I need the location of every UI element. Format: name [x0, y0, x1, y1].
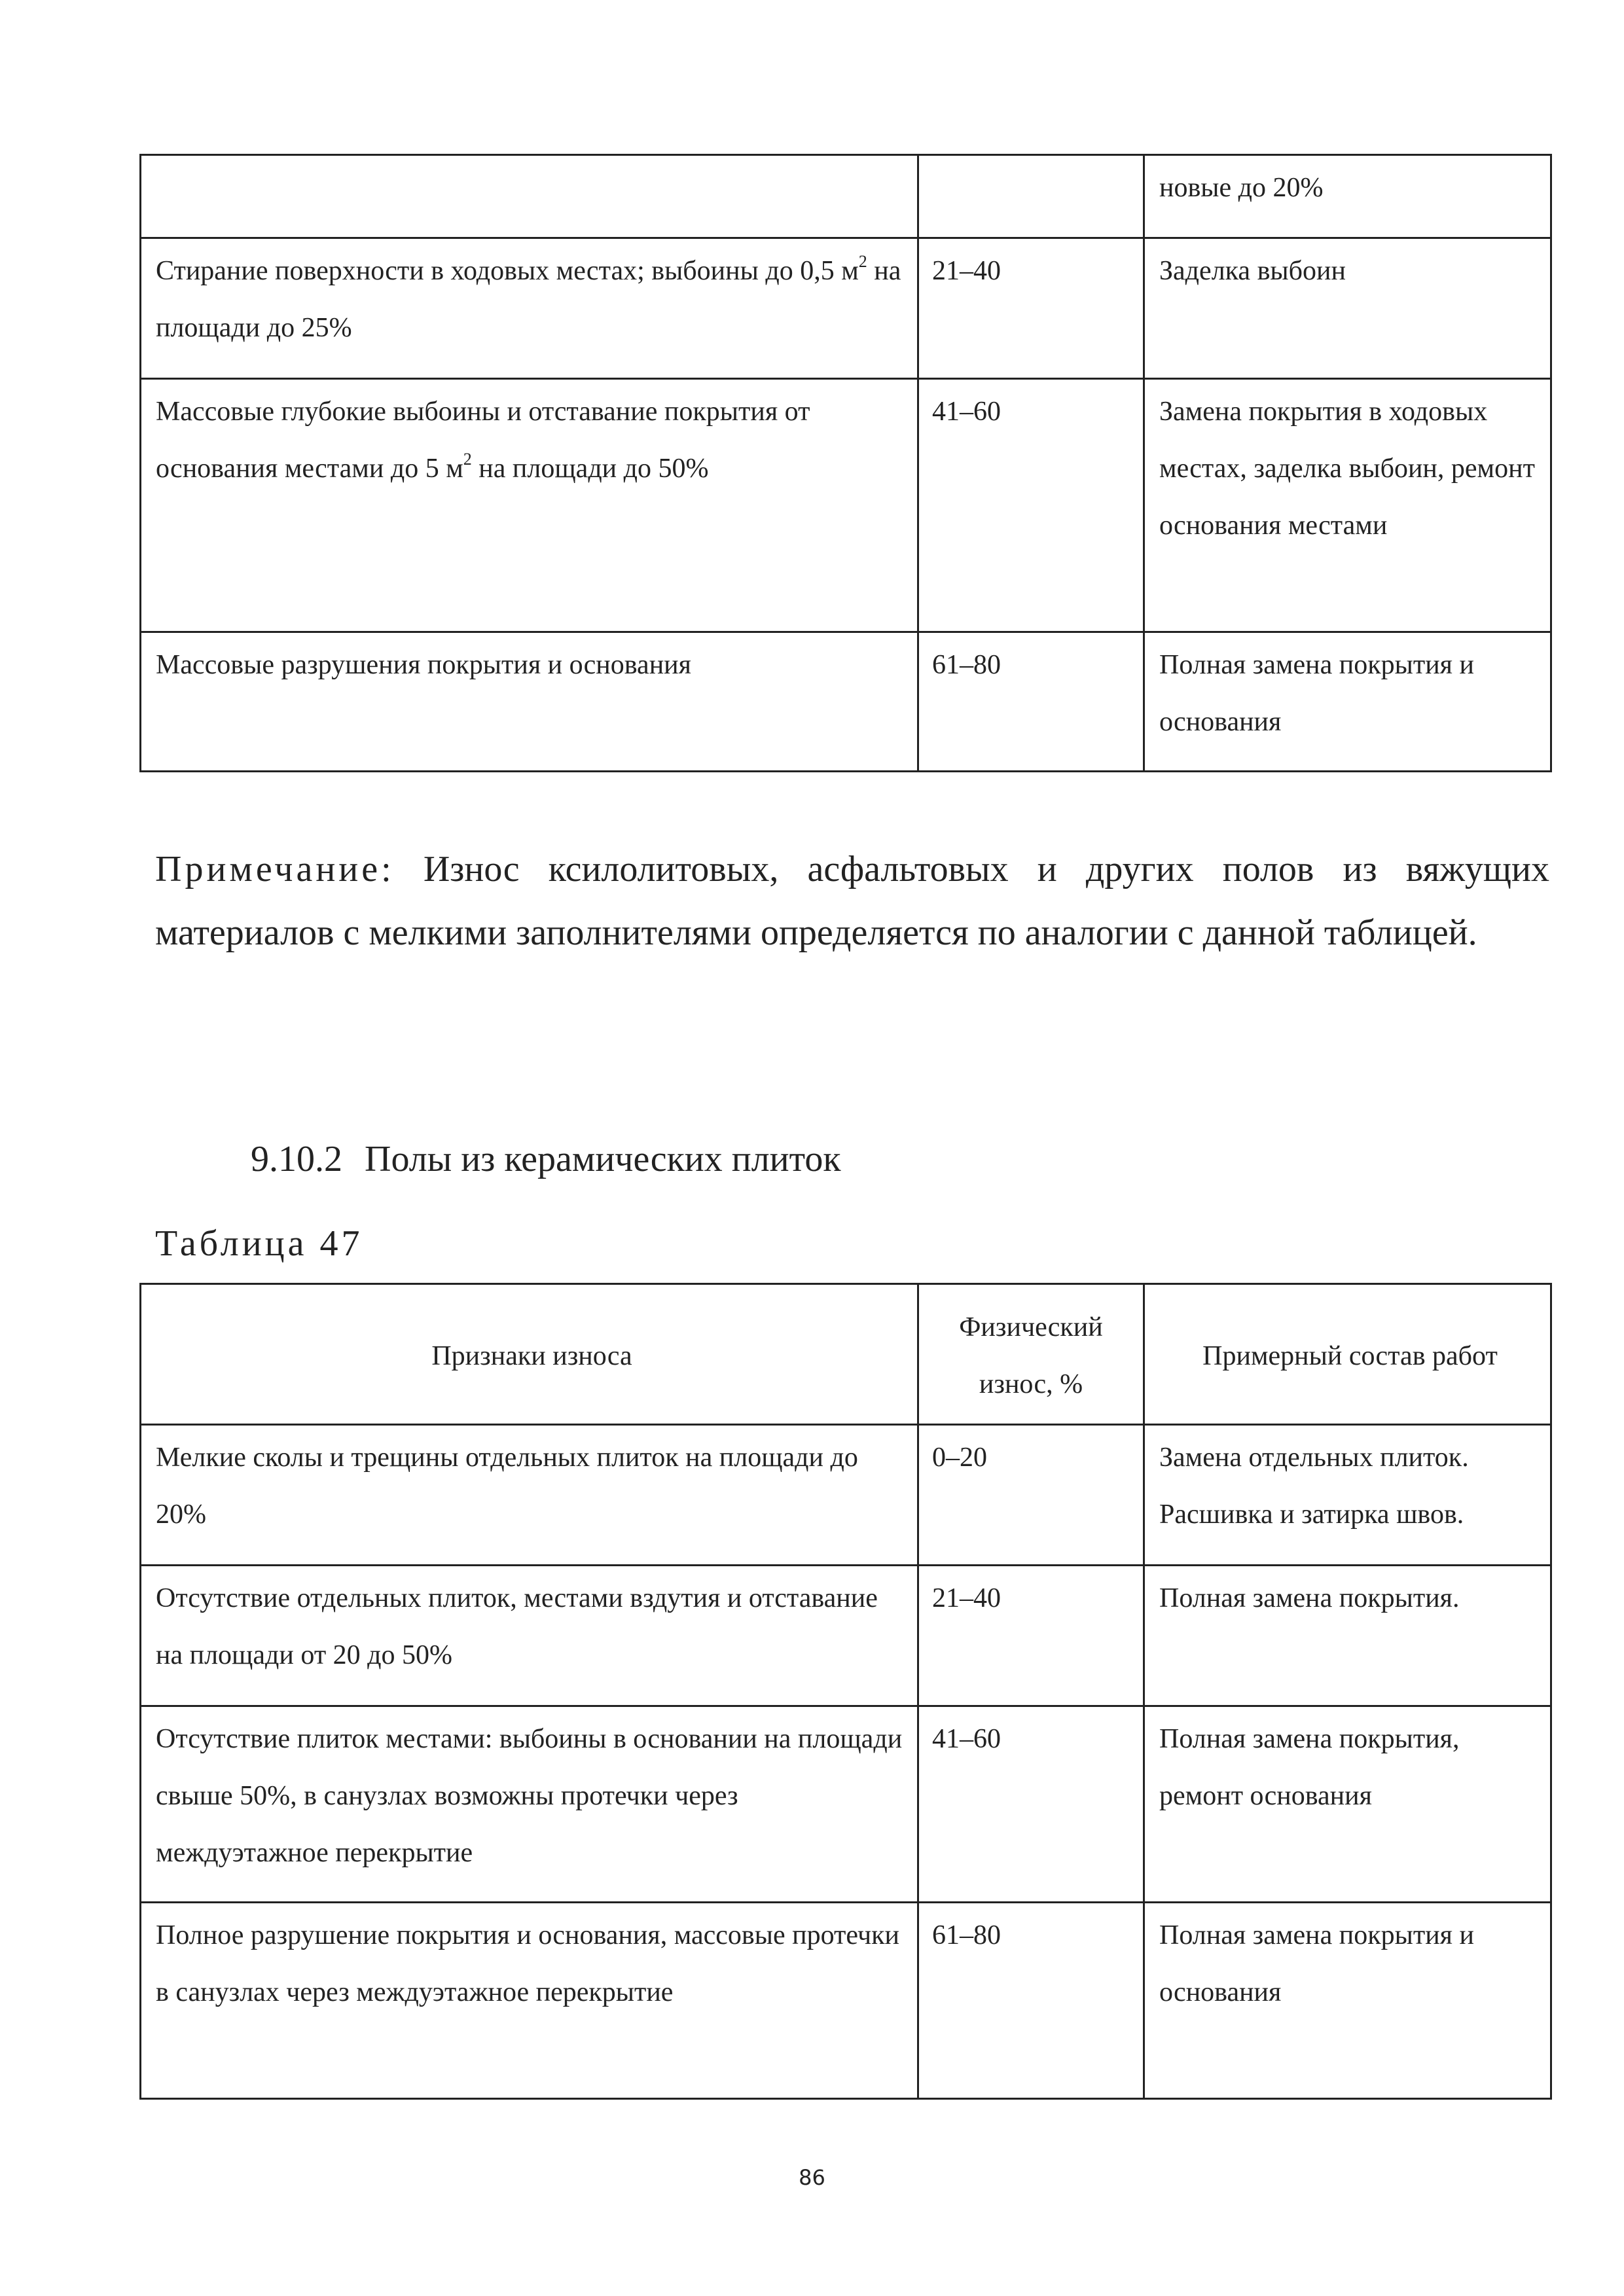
section-number: 9.10.2 — [251, 1139, 342, 1179]
section-heading — [251, 1130, 841, 1189]
note-text: Износ ксилолитовых, асфальтовых и других полов из вяжущих материалов с мелкими заполнителями определяется по аналогии с данной таблицей. — [155, 849, 1549, 953]
superscript: 2 — [463, 450, 472, 469]
works-cell: Полная замена покрытия. — [1144, 1566, 1551, 1706]
wear-cell: 41–60 — [918, 1706, 1144, 1903]
table-caption: Таблица 47 — [155, 1223, 363, 1264]
wear-cell: 21–40 — [918, 238, 1144, 379]
header-works: Примерный состав работ — [1144, 1284, 1551, 1425]
wear-cell: 41–60 — [918, 379, 1144, 632]
works-cell: Замена покрытия в ходовых местах, заделка выбоин, ремонт основания местами — [1144, 379, 1551, 632]
signs-cell: Массовые разрушения покрытия и основания — [141, 632, 918, 772]
table-row — [141, 379, 1551, 632]
table-row — [141, 632, 1551, 772]
superscript: 2 — [858, 252, 867, 271]
works-cell: Заделка выбоин — [1144, 238, 1551, 379]
works-cell: Полная замена покрытия, ремонт основания — [1144, 1706, 1551, 1903]
wear-cell: 61–80 — [918, 1903, 1144, 2099]
table-row — [141, 1566, 1551, 1706]
wear-cell — [918, 155, 1144, 238]
wear-table-continued — [139, 154, 1552, 772]
header-wear: Физический износ, % — [918, 1284, 1144, 1425]
note-label: Примечание: — [155, 849, 395, 889]
signs-cell: Стирание поверхности в ходовых местах; выбоины до 0,5 $м^2$ на площади до 25% — [141, 238, 918, 379]
works-cell: Полная замена покрытия и основания — [1144, 632, 1551, 772]
wear-cell: 61–80 — [918, 632, 1144, 772]
signs-cell: Полное разрушение покрытия и основания, массовые протечки в санузлах через междуэтажное перекрытие — [141, 1903, 918, 2099]
ceramic-tile-wear-table — [139, 1283, 1552, 2100]
table-header-row — [141, 1284, 1551, 1425]
header-signs: Признаки износа — [141, 1284, 918, 1425]
note-paragraph — [155, 838, 1549, 965]
works-cell: Замена отдельных плиток. Расшивка и затирка швов. — [1144, 1425, 1551, 1566]
table-row — [141, 1706, 1551, 1903]
signs-cell: Отсутствие отдельных плиток, местами вздутия и отставание на площади от 20 до 50% — [141, 1566, 918, 1706]
table-row — [141, 1903, 1551, 2099]
table-row — [141, 155, 1551, 238]
wear-cell: 0–20 — [918, 1425, 1144, 1566]
table-row — [141, 238, 1551, 379]
signs-cell: Мелкие сколы и трещины отдельных плиток на площади до 20% — [141, 1425, 918, 1566]
table-row — [141, 1425, 1551, 1566]
works-cell: Полная замена покрытия и основания — [1144, 1903, 1551, 2099]
wear-cell: 21–40 — [918, 1566, 1144, 1706]
signs-cell — [141, 155, 918, 238]
signs-cell: Массовые глубокие выбоины и отставание покрытия от основания местами до 5 $м^2$ на площади до 50% — [141, 379, 918, 632]
section-title: Полы из керамических плиток — [365, 1139, 841, 1179]
signs-cell: Отсутствие плиток местами: выбоины в основании на площади свыше 50%, в санузлах возможны протечки через междуэтажное перекрытие — [141, 1706, 918, 1903]
works-cell: новые до 20% — [1144, 155, 1551, 238]
page-number: 86 — [799, 2165, 825, 2190]
